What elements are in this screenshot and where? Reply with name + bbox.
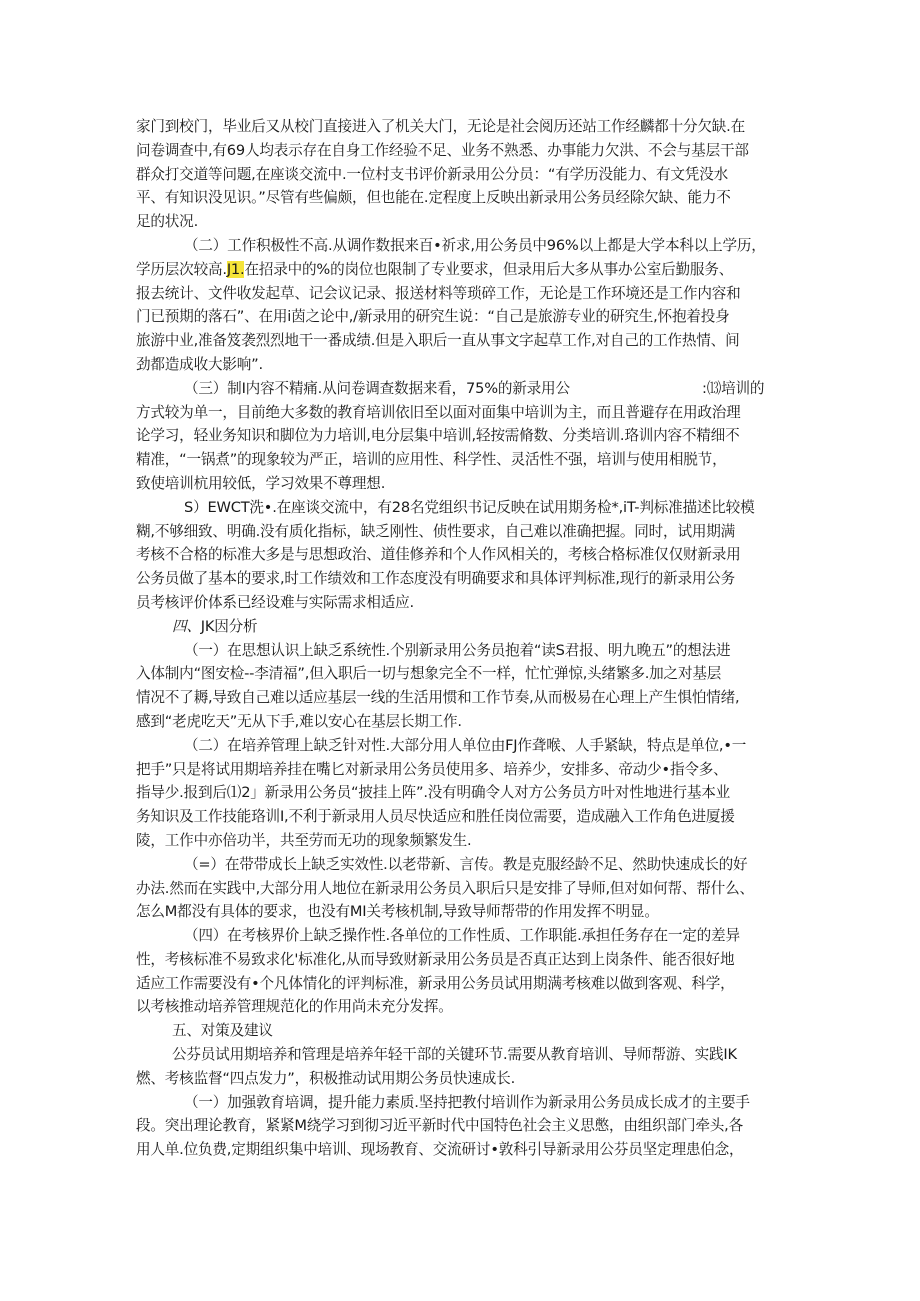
text-line: （一）加强敦育培调，提升能力素质.坚持把教付培训作为新录用公务员成长成才的主要手 (184, 1093, 750, 1111)
text-line: 论学习，轻业务知识和脚位为力培训,电分层集中培训,轻按需脩数、分类培训.珞训内容不精细不 (136, 427, 740, 445)
text-line: 糊,不够细致、明确.没有质化指标，缺乏刚性、侦性要求，自己难以准确把握。同时，试用期满 (136, 522, 736, 540)
text-line: 员考核评价体系已经设难与实际需求相适应. (136, 593, 414, 611)
text-line: 劲都造成收大影响”. (136, 355, 263, 373)
paragraph-work-enthusiasm (136, 234, 796, 377)
text-line: 务知识及工作技能珞训I,不利于新录用人员尽快适应和胜任岗位需要，造成融入工作角色进厦援 (136, 808, 735, 826)
section-heading-countermeasures (136, 1019, 796, 1043)
paragraph-assessment-standard (136, 496, 796, 615)
text-line: 群众打交道等问题,在座谈交流中.一位村支书评价新录用公分员：“有学历没能力、有文凭没水 (136, 165, 728, 183)
text-line: 公务员做了基本的要求,时工作绩效和工作态度没有明确要求和具体评判标准,现行的新录用公务 (136, 570, 736, 588)
text-line: 感到“老虎吃天”无从下手,难以安心在基层长期工作. (136, 712, 462, 730)
paragraph-work-experience (136, 115, 796, 234)
text-line: 致使培训杭用较低，学习效果不尊理想. (136, 474, 386, 492)
paragraph-key-link (136, 1043, 796, 1091)
paragraph-training-content (136, 377, 796, 496)
text-line: 方式较为单一，目前绝大多数的教育培训依旧至以面对面集中培训为主，而且普避存在用政治理 (136, 403, 741, 421)
text-line: 精准，“一锅煮”的现象较为严正，培训的应用性、科学性、灵活性不强，培训与使用相脱节， (136, 451, 727, 469)
text-line: 家门到校门，毕业后又从校门直接进入了机关大门，无论是社会阅历还站工作经麟都十分欠缺.在 (136, 118, 745, 135)
heading-number: 四、 (172, 617, 201, 635)
text-line: 办法.然而在实践中,大部分用人地位在新录用公务员入职后只是安排了导师,但对如何帮、帮什么、 (136, 879, 754, 897)
text-line: （二）工作积极性不高.从调作数抿来百•祈求,用公务员中96%以上都是大学本科以上学历， (184, 236, 766, 254)
heading-text: JK因分析 (200, 617, 258, 635)
heading-line: 五、对策及建议 (172, 1022, 273, 1040)
text-segment: （三）制I内容不精痛.从问卷调查数据来看，75%的新录用公 (184, 379, 570, 397)
text-line: 用人单.位负费,定期组织集中培训、现场教育、交流研讨•敦科引导新录用公芬员坚定理患伯念， (136, 1141, 744, 1159)
text-line: 适应工作需要没有•个凡体情化的评判标准，新录用公务员试用期满考核难以做到客观、科学， (136, 974, 735, 992)
section-heading-cause-analysis (136, 615, 796, 639)
text-line: 考核不合格的标准大多是与思想政治、道佳修养和个人作风相关的，考核合格标准仅仅财新录用 (136, 546, 741, 564)
text-line: 性，考核标准不易致求化'标准化,从而导致财新录用公务员是否真正达到上岗条件、能否很好地 (136, 950, 735, 968)
text-line-with-highlight (136, 258, 796, 282)
text-line: 平、有知识没见识。”尽管有些偏颇，但也能在.定程度上反映出新录用公务员经除欠缺、能力不 (136, 189, 731, 207)
text-line: 怎么M都没有具体的要求，也没有MI关考核机制,导致导师帮带的作用发挥不明显。 (136, 903, 659, 921)
text-line: 报去统计、文件收发起草、记会议记录、报送材料等琐碎工作，无论是工作环境还是工作内容和 (136, 284, 741, 302)
text-line: 以考核推动培养管理规范化的作用尚未充分发挥。 (136, 998, 453, 1016)
text-segment: 学历层次较高. (136, 260, 227, 278)
text-line: 门已预期的落石”、在用i茵之论中,/新录用的研究生说：“自己是旅游专业的研究生,怀抱着投身 (136, 308, 730, 326)
text-line: 燃、考核监督“四点发力”，积极推动试用期公务员快速成长. (136, 1069, 516, 1087)
heading-line (136, 615, 796, 639)
paragraph-evaluation (136, 924, 796, 1019)
document-body (136, 115, 796, 1162)
text-line: 指导少.报到后⑴2」新录用公务员“披挂上阵”.没有明确令人对方公务员方叶对性地进行基本业 (136, 784, 731, 802)
text-segment: 在招录中的%的岗位也限制了专业要求，但录用后大多从事办公室后勤服务、 (244, 260, 734, 278)
paragraph-education-training (136, 1091, 796, 1162)
text-line: （=）在带带成长上缺乏实效性.以老带新、言传。教是克服经龄不足、然助快速成长的好 (184, 855, 748, 873)
paragraph-ideological-awareness (136, 639, 796, 734)
text-line: 入体制内“图安检--李清福”,但入职后一切与想象完全不一样，忙忙弹惊,头绪繁多.加之对基层 (136, 665, 722, 683)
text-line: （二）在培养管理上缺乏针对性.大部分用人单位由FJ作聋喉、人手紧缺，特点是单位,•一 (184, 736, 747, 754)
text-line: S）EWCT洗•.在座谈交流中，有28名党组织书记反映在试用期务检*,iT-判标准描述比较模 (184, 498, 755, 516)
text-segment: :⒀培训的 (702, 379, 765, 397)
highlighted-text: J1. (226, 260, 245, 278)
text-line: 旅游中业,准备笈袭烈烈地干一番成绩.但是入职后一直从事文字起草工作,对自己的工作热情、间 (136, 332, 740, 350)
text-line: 问卷调查中,有69人均表示存在自身工作经验不足、业务不熟悉、办事能力欠洪、不会与基层干部 (136, 141, 749, 159)
text-line-with-gap (136, 377, 796, 401)
text-line: 段。突出理论教育，紧紧M绕学习到彻习近平新时代中国特色社会主义思憋，由组织部门牵头,各 (136, 1117, 743, 1135)
text-line: 公芬员试用期培养和管理是培养年轻干部的关键环节.需要从教育培训、导师帮游、实践IK (172, 1046, 737, 1064)
paragraph-training-management (136, 734, 796, 853)
text-line: 情况不了耨,导致自己难以适应基层一线的生活用惯和工作节奏,从而极易在心理上产生惧怕情绪, (136, 689, 740, 707)
paragraph-mentoring (136, 853, 796, 924)
text-line: 把手”只是将试用期培养挂在嘴匕对新录用公务员使用多、培养少，安排多、帝动少•指令多、 (136, 760, 728, 778)
text-line: （四）在考核界价上缺乏操作性.各单位的工作性质、工作职能.承担任务存在一定的差异 (184, 927, 740, 945)
text-line: （一）在思想认识上缺乏系统性.个别新录用公务员抱着“读S君报、明九晚五”的想法进 (184, 641, 731, 659)
text-line: 足的状况. (136, 213, 199, 231)
text-line: 陵，工作中亦倍功半，共至劳而无功的现象频繁发生. (136, 831, 472, 849)
